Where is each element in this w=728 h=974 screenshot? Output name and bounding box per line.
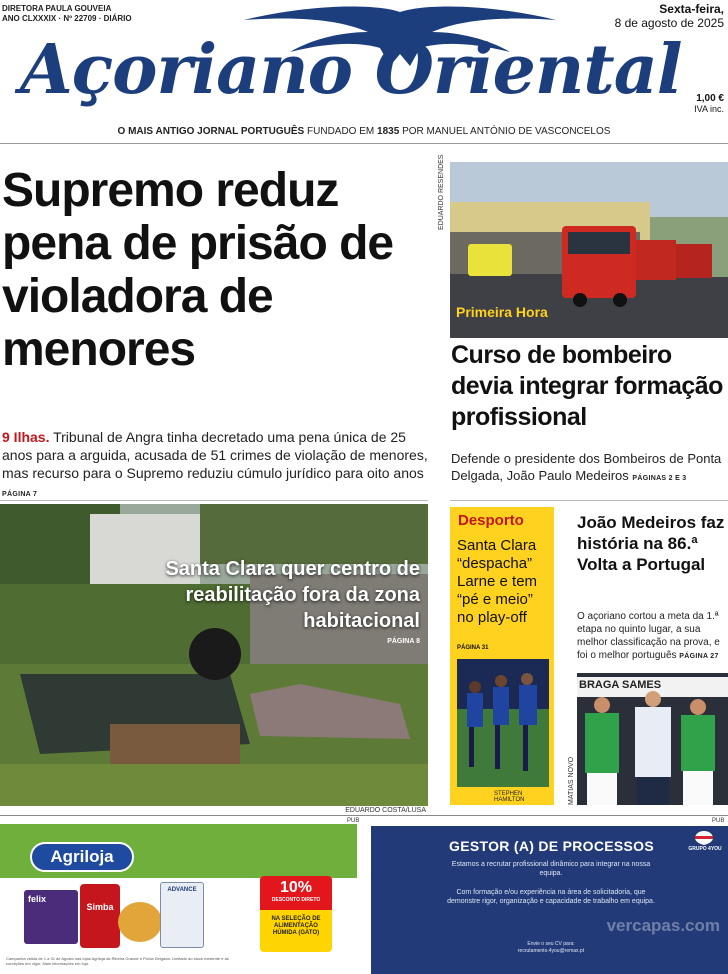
fire-sub	[451, 450, 727, 487]
site-watermark: vercapas.com	[606, 916, 720, 935]
sport-headline: Santa Clara “despacha” Larne e tem “pé e meio” no play-off	[457, 537, 538, 626]
santa-clara-headline[interactable]: Santa Clara quer centro de reabilitação fora da zona habitacional	[165, 558, 420, 632]
sport-section-label: Desporto	[458, 512, 524, 529]
medeiros-sub	[577, 610, 727, 663]
date-text: 8 de agosto de 2025	[614, 16, 724, 30]
edition-line: ANO CLXXXIX · Nº 22709 · DIÁRIO	[2, 14, 132, 23]
job-requirements: Com formação e/ou experiência na área de solicitadoria, que demonstre rigor, organização e capacidade de trabalho em equipa.	[447, 889, 655, 905]
fire-page-ref: PÁGINAS 2 E 3	[632, 475, 687, 482]
main-headline[interactable]: Supremo reduz pena de prisão de violadora de menores	[2, 164, 394, 376]
remax-brand: GRUPO 4YOU	[688, 846, 722, 852]
tagline	[0, 126, 728, 137]
fire-headline[interactable]: Curso de bombeiro devia integrar formação profissional	[451, 341, 723, 431]
director-line: DIRETORA PAULA GOUVEIA	[2, 4, 112, 13]
discount-label: DESCONTO DIRETO	[271, 897, 321, 903]
main-lead-text: Tribunal de Angra tinha decretado uma pena única de 25 anos para a arguida, acusada de 51 crimes de violação de menores, mas recurso para o Supremo reduziu cúmulo jurídico para oito anos	[2, 429, 428, 481]
price: 1,00 €	[696, 93, 724, 104]
football-players-photo	[457, 659, 549, 787]
issue-date	[615, 2, 724, 30]
ad-agriloja-pub-label: PUB	[347, 818, 360, 824]
santa-clara-photo-credit: EDUARDO COSTA/LUSA	[345, 807, 426, 814]
fire-section-label: Primeira Hora	[456, 304, 548, 320]
main-page-ref: PÁGINA 7	[2, 491, 38, 498]
job-contact	[461, 941, 641, 955]
job-contact-email[interactable]: recrutamento.4you@remax.pt	[517, 948, 585, 954]
cyclist-podium-photo[interactable]	[577, 673, 728, 805]
main-lead	[2, 428, 432, 504]
ad-remax-pub-label: PUB	[712, 818, 725, 824]
agriloja-fineprint: Campanha válida de 1 a 31 de Agosto nas lojas Agriloja da Ribeira Grande e Ponta Delgada. Limitado ao stock existente e às condições em vigor. Mais informações em loja.	[6, 956, 229, 966]
football-players-illustration	[457, 659, 549, 787]
ads-divider	[0, 815, 728, 816]
sport-photo-credit: STEPHEN HAMILTON	[494, 791, 525, 803]
job-title: GESTOR (A) DE PROCESSOS	[449, 838, 655, 854]
masthead-divider	[0, 143, 728, 144]
santa-clara-illustration	[0, 504, 428, 806]
fire-sub-text: Defende o presidente dos Bombeiros de Ponta Delgada, João Paulo Medeiros	[451, 451, 722, 483]
agriloja-logo: Agriloja	[30, 842, 134, 872]
felix-product: felix	[24, 890, 78, 944]
medeiros-page-ref: PÁGINA 27	[679, 653, 719, 660]
discount-badge-top	[260, 876, 332, 910]
job-intro: Estamos a recrutar profissional dinâmico para integrar na nossa equipa.	[451, 861, 651, 877]
tagline-year: 1835	[377, 126, 400, 137]
discount-badge	[260, 876, 332, 952]
main-kicker: 9 Ilhas.	[2, 429, 50, 445]
medeiros-sub-text: O açoriano cortou a meta da 1.ª etapa no quinto lugar, a sua melhor classificação na prova, e foi o melhor português	[577, 611, 720, 661]
discount-offer: NA SELEÇÃO DE ALIMENTAÇÃO HÚMIDA (GATO)	[271, 916, 321, 936]
simba-product: Simba	[80, 884, 120, 948]
sport-page-ref: PÁGINA 31	[457, 645, 489, 651]
cyclist-podium-illustration	[577, 673, 728, 805]
price-box	[694, 94, 724, 114]
cat-food-can-icon	[118, 902, 162, 942]
fire-photo-credit: EDUARDO RESENDES	[438, 154, 445, 230]
photo-sign-text: BRAGA SAMES	[579, 679, 662, 691]
advance-product: ADVANCE	[160, 882, 204, 948]
agriloja-ad[interactable]	[0, 824, 357, 974]
santa-clara-page-ref: PÁGINA 8	[387, 638, 420, 645]
fire-divider	[450, 500, 728, 501]
price-note: IVA inc.	[694, 104, 724, 114]
santa-clara-photo[interactable]	[0, 504, 428, 806]
tagline-founded: FUNDADO EM	[307, 126, 375, 137]
medeiros-headline[interactable]: João Medeiros faz história na 86.ª Volta a Portugal	[577, 513, 725, 574]
medeiros-photo-credit: MATIAS NOVO	[568, 756, 575, 805]
remax-balloon-icon	[693, 830, 715, 846]
tagline-bold: O MAIS ANTIGO JORNAL PORTUGUÊS	[117, 126, 305, 137]
discount-percent: 10%	[279, 879, 313, 896]
job-contact-label: Envie o seu CV para:	[527, 941, 575, 947]
fire-station-photo[interactable]	[450, 162, 728, 338]
weekday: Sexta-feira,	[659, 2, 724, 16]
sport-box[interactable]	[450, 507, 554, 805]
main-divider	[0, 500, 428, 501]
tagline-founder: POR MANUEL ANTÓNIO DE VASCONCELOS	[402, 126, 611, 137]
newspaper-logo: Açoriano Oriental	[20, 30, 682, 110]
recruitment-ad[interactable]	[371, 826, 728, 974]
